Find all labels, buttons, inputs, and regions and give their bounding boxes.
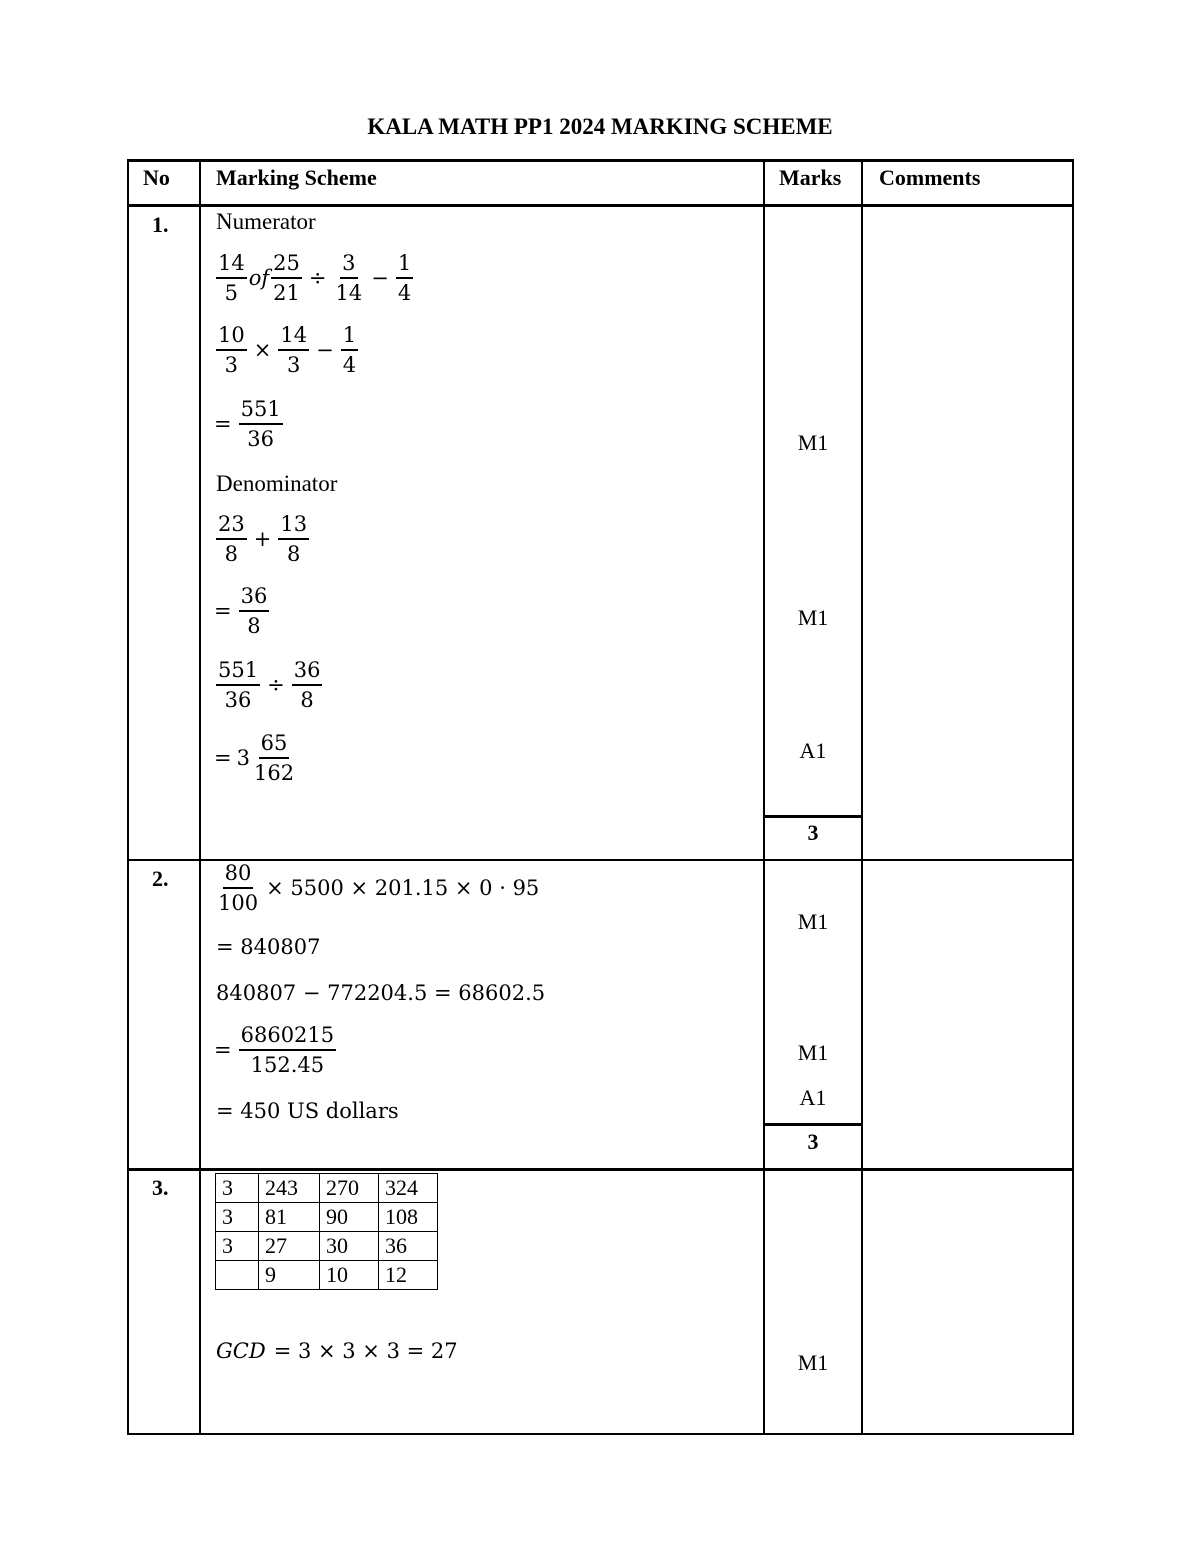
q2-line-3: 840807 − 772204.5 = 68602.5 [216, 981, 546, 1005]
q1-mark-3: A1 [799, 738, 827, 763]
table-row [216, 1232, 438, 1261]
q1-mark-1: M1 [797, 430, 829, 455]
table-cell: 243 [259, 1174, 320, 1203]
q1-line-1: $\frac{14}{5}$ of $\frac{25}{21}$ ÷ $\frac{3}{14}$ − $\frac{1}{4}$ [218, 251, 412, 306]
q2-line-1: $\frac{80}{100}$ × 5500 × 201.15 × 0 · 95 [218, 861, 540, 916]
gcd-line: GCD = 3 × 3 × 3 = 27 [216, 1339, 458, 1363]
header-comments: Comments [879, 165, 981, 190]
table-cell: 108 [379, 1203, 438, 1232]
table-cell: 3 [216, 1203, 259, 1232]
table-cell: 90 [320, 1203, 379, 1232]
table-cell: 12 [379, 1261, 438, 1290]
row-divider-q2 [127, 1168, 1074, 1171]
q2-total-line [764, 1123, 862, 1126]
q1-total: 3 [807, 820, 819, 845]
header-bottom-border [127, 204, 1074, 207]
numerator-label: Numerator [216, 209, 316, 234]
table-cell: 324 [379, 1174, 438, 1203]
table-bottom-border [127, 1433, 1074, 1435]
q2-total: 3 [807, 1129, 819, 1154]
row-divider-q1 [127, 859, 1074, 861]
q1-line-3: = $\frac{551}{36}$ [214, 397, 281, 452]
table-cell: 10 [320, 1261, 379, 1290]
denominator-label: Denominator [216, 471, 338, 496]
header-no: No [143, 165, 170, 190]
header-marks: Marks [779, 165, 842, 190]
q1-total-line [764, 815, 862, 818]
q1-mark-2: M1 [797, 605, 829, 630]
table-cell: 30 [320, 1232, 379, 1261]
col-divider-scheme [763, 159, 765, 1435]
question-number-1: 1. [152, 212, 169, 237]
table-top-border [127, 159, 1074, 162]
q2-mark-2: M1 [797, 1040, 829, 1065]
header-marking-scheme: Marking Scheme [216, 165, 377, 190]
q1-line-7: = 3 $\frac{65}{162}$ [214, 731, 295, 786]
q2-line-2: = 840807 [216, 935, 321, 959]
q1-line-6: $\frac{551}{36}$ ÷ $\frac{36}{8}$ [218, 658, 321, 713]
question-number-2: 2. [152, 866, 169, 891]
table-row [216, 1203, 438, 1232]
q2-line-4: = $\frac{6860215}{152.45}$ [214, 1023, 335, 1078]
table-row [216, 1174, 438, 1203]
col-divider-marks [861, 159, 863, 1435]
col-divider-no [199, 159, 201, 1435]
q1-line-5: = $\frac{36}{8}$ [214, 584, 268, 639]
table-cell [216, 1261, 259, 1290]
table-cell: 9 [259, 1261, 320, 1290]
q1-line-2: $\frac{10}{3}$ × $\frac{14}{3}$ − $\frac{1}{4}$ [218, 323, 357, 378]
table-cell: 36 [379, 1232, 438, 1261]
table-cell: 27 [259, 1232, 320, 1261]
q1-line-4: $\frac{23}{8}$ + $\frac{13}{8}$ [218, 512, 308, 567]
table-cell: 81 [259, 1203, 320, 1232]
question-number-3: 3. [152, 1175, 169, 1200]
q3-mark-1: M1 [797, 1350, 829, 1375]
division-ladder-table [215, 1173, 438, 1290]
table-row [216, 1261, 438, 1290]
table-cell: 270 [320, 1174, 379, 1203]
page-title: KALA MATH PP1 2024 MARKING SCHEME [367, 114, 833, 139]
table-cell: 3 [216, 1232, 259, 1261]
q2-mark-1: M1 [797, 909, 829, 934]
table-right-border [1072, 159, 1074, 1435]
table-cell: 3 [216, 1174, 259, 1203]
q2-line-5: = 450 US dollars [216, 1099, 399, 1123]
q2-mark-3: A1 [799, 1085, 827, 1110]
table-left-border [127, 159, 129, 1435]
